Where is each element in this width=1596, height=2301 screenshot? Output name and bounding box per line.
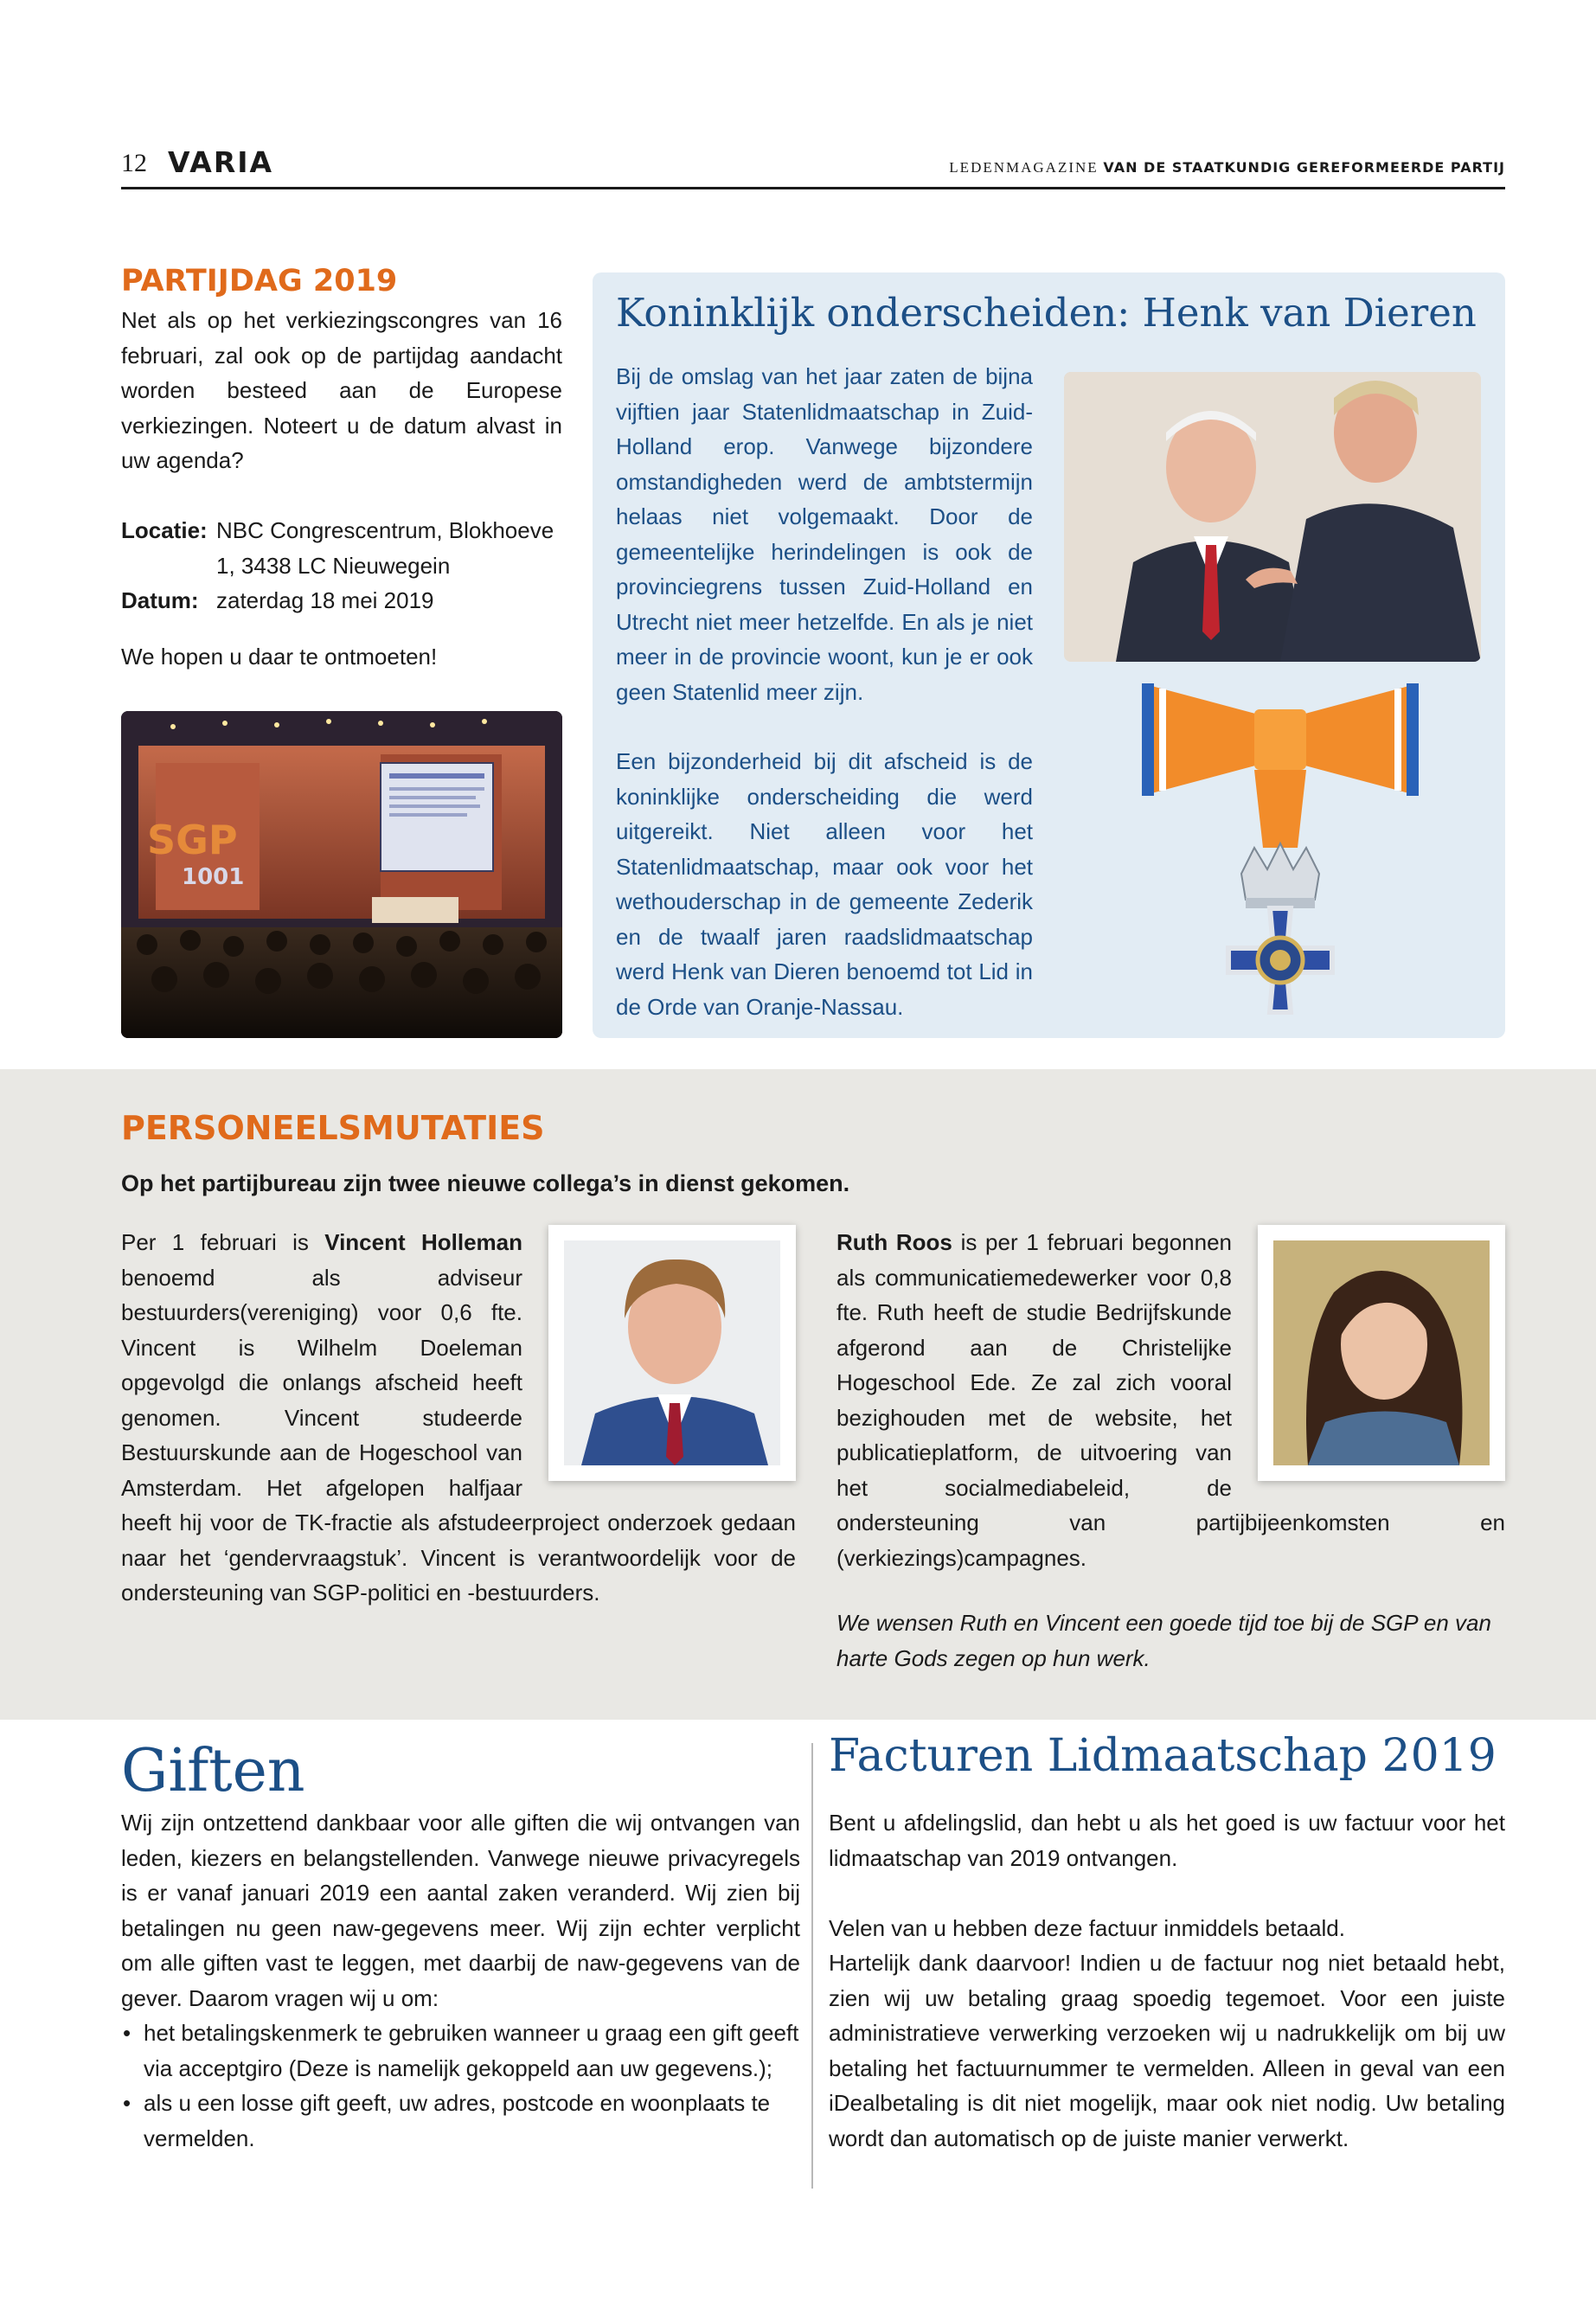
vincent-paragraph: [121, 1225, 796, 1611]
vincent-name: Vincent Holleman: [324, 1229, 523, 1255]
facturen-body: [829, 1805, 1505, 2156]
personeelsmutaties-title: PERSONEELSMUTATIES: [121, 1109, 545, 1147]
column-divider: [811, 1743, 813, 2189]
list-item: [121, 2086, 800, 2156]
vincent-portrait: [564, 1240, 780, 1465]
koninklijk-paragraph-2: Een bijzonderheid bij dit afscheid is de koninklijke onderscheiding die werd uitgereikt. Niet alleen voor het Statenlidmaatschap, maar ook voor het wethouderschap in de gemeente Zederik en de twaalf jaren raadslidmaatschap werd Henk van Dieren benoemd tot Lid in de Orde van Oranje-Nassau.: [616, 748, 1033, 1020]
facturen-paragraph-1: Bent u afdelingslid, dan hebt u als het goed is uw factuur voor het lidmaatschap van 2019 ontvangen.: [829, 1810, 1505, 1871]
henk-van-dieren-photo: [1064, 372, 1481, 662]
magazine-header: [949, 159, 1505, 176]
magazine-party: VAN DE STAATKUNDIG GEREFORMEERDE PARTIJ: [1103, 159, 1505, 176]
congress-photo: [121, 711, 562, 1038]
partijdag-intro: Net als op het verkiezingscongres van 16 februari, zal ook op de partijdag aandacht worden besteed aan de Europese verkiezingen. Noteert u de datum alvast in uw agenda?: [121, 307, 562, 473]
section-title: VARIA: [168, 145, 274, 179]
date-label: Datum:: [121, 587, 199, 613]
ruth-name: Ruth Roos: [836, 1229, 952, 1255]
header-rule: [121, 187, 1505, 189]
giften-intro: Wij zijn ontzettend dankbaar voor alle giften die wij ontvangen van leden, kiezers en belangstellenden. Vanwege nieuwe privacyregels is er vanaf januari 2019 een aantal zaken veranderd. Wij zien bij betalingen nu geen naw-gegevens meer. Wij zijn echter verplicht om alle giften vast te leggen, met daarbij de naw-gegevens van de gever. Daarom vragen wij u om:: [121, 1810, 800, 2011]
date-row: [121, 583, 562, 619]
koninklijk-title: Koninklijk onderscheiden: Henk van Dieren: [616, 290, 1477, 336]
location-label: Locatie:: [121, 517, 208, 543]
koninklijk-paragraph-1: Bij de omslag van het jaar zaten de bijna vijftien jaar Statenlidmaatschap in Zuid-Holland erop. Vanwege bijzondere omstandigheden werd de ambtstermijn helaas niet volgemaakt. Door de gemeentelijke herindelingen is ook de provinciegrens tussen Zuid-Holland en Utrecht niet meer hetzelfde. En als je niet meer in de provincie woont, kun je er ook geen Statenlid meer zijn.: [616, 363, 1033, 705]
congress-logo: SGP: [147, 817, 238, 863]
ruth-text: is per 1 februari begonnen als communicatiemedewerker voor 0,8 fte. Ruth heeft de studie Bedrijfskunde afgerond aan de Christelijke Hogeschool Ede. Ze zal zich vooral bezighouden met de website, het publicatieplatform, de uitvoering van het socialmediabeleid, de ondersteuning van partijbijeenkomsten en (verkiezings)campagnes.: [836, 1229, 1505, 1571]
giften-title: Giften: [121, 1737, 305, 1805]
partijdag-body: [121, 303, 562, 674]
bullet-icon: •: [123, 2090, 131, 2116]
medal-illustration: [1125, 657, 1436, 1021]
facturen-title: Facturen Lidmaatschap 2019: [829, 1730, 1497, 1782]
date-value: zaterdag 18 mei 2019: [216, 587, 434, 613]
ruth-portrait: [1273, 1240, 1490, 1465]
personeelsmutaties-wish: We wensen Ruth en Vincent een goede tijd toe bij de SGP en van harte Gods zegen op hun werk.: [836, 1610, 1491, 1671]
magazine-prefix: LEDENMAGAZINE: [949, 159, 1099, 176]
location-row: [121, 513, 562, 583]
ceremony-illustration: [1064, 372, 1481, 662]
partijdag-closing: We hopen u daar te ontmoeten!: [121, 643, 438, 670]
list-item: [121, 2016, 800, 2086]
facturen-paragraph-2: Hartelijk dank daarvoor! Indien u de factuur nog niet betaald hebt, zien wij uw betaling graag spoedig tegemoet. Voor een juiste administratieve verwerking verzoeken wij u nadrukkelijk om bij uw betaling het factuurnummer te vermelden. Alleen in geval van een iDealbetaling is dit niet mogelijk, maar ook niet nodig. Uw betaling wordt dan automatisch op de juiste manier verwerkt.: [829, 1950, 1505, 2151]
vincent-photo: [548, 1225, 796, 1481]
congress-illustration: [121, 711, 562, 1038]
vincent-text: benoemd als adviseur bestuurders(vereniging) voor 0,6 fte. Vincent is Wilhelm Doeleman opgevolgd die onlangs afscheid heeft genomen. Vincent studeerde Bestuurskunde aan de Hogeschool van Amsterdam. Het afgelopen halfjaar heeft hij voor de TK-fractie als afstudeerproject onderzoek gedaan naar het ‘gendervraagstuk’. Vincent is verantwoordelijk voor de ondersteuning van SGP-politici en -bestuurders.: [121, 1264, 796, 1606]
facturen-paragraph-2-line-1: Velen van u hebben deze factuur inmiddels betaald.: [829, 1914, 1345, 1941]
vincent-intro: Per 1 februari is: [121, 1229, 325, 1255]
congress-logo-sub: 1001: [182, 864, 245, 890]
giften-bullet-1: het betalingskenmerk te gebruiken wanneer u graag een gift geeft via acceptgiro (Deze is namelijk gekoppeld aan uw gegevens.);: [144, 2020, 799, 2081]
location-value: NBC Congrescentrum, Blokhoeve 1, 3438 LC Nieuwegein: [216, 517, 554, 579]
ruth-paragraph: [836, 1225, 1505, 1575]
giften-body: [121, 1805, 800, 2156]
orange-nassau-medal: [1125, 657, 1436, 1021]
bullet-icon: •: [123, 2020, 131, 2046]
giften-bullet-2: als u een losse gift geeft, uw adres, postcode en woonplaats te vermelden.: [144, 2090, 771, 2151]
personeelsmutaties-subtitle: Op het partijbureau zijn twee nieuwe collega’s in dienst gekomen.: [121, 1170, 850, 1196]
page-number: 12: [121, 149, 147, 177]
partijdag-title: PARTIJDAG 2019: [121, 264, 398, 298]
ruth-photo: [1258, 1225, 1505, 1481]
